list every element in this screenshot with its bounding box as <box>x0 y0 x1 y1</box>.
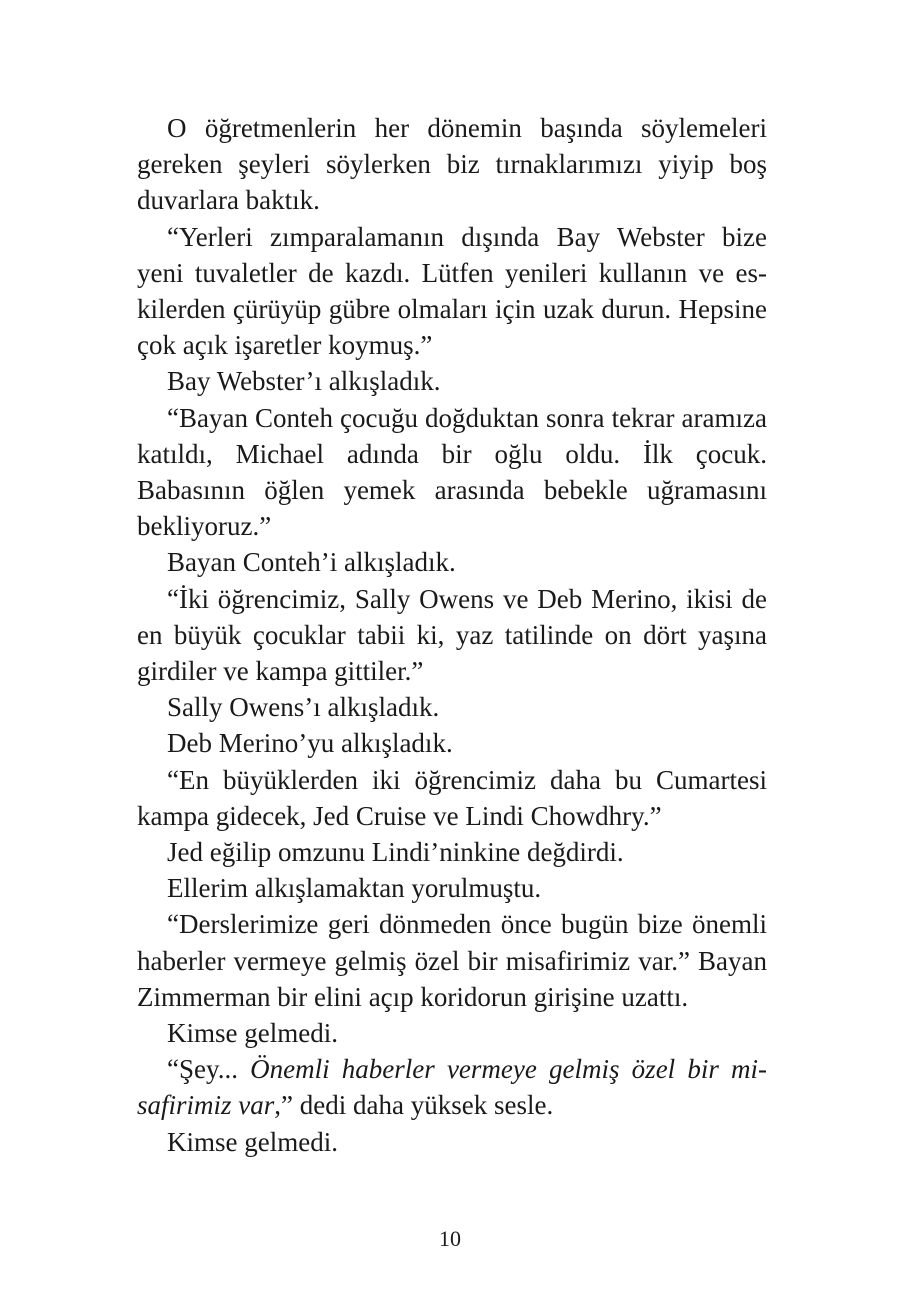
paragraph-14-open: “Şey... <box>167 1054 251 1085</box>
paragraph-4: “Bayan Conteh çocuğu doğduktan sonra tekrar aramıza katıldı, Michael adında bir oğlu oldu. İlk çocuk. Babasının öğlen yemek arasında bebekle uğramasını bekliyoruz.” <box>137 402 767 542</box>
paragraph-5: Bayan Conteh’i alkışladık. <box>167 547 456 578</box>
page-number: 10 <box>439 1226 461 1251</box>
paragraph-15: Kimse gelmedi. <box>167 1126 338 1157</box>
paragraph-14 <box>137 1051 767 1123</box>
paragraph-11: Ellerim alkışlamaktan yorulmuştu. <box>167 873 542 904</box>
paragraph-3: Bay Webster’ı alkışladık. <box>167 366 441 397</box>
paragraph-14-italic: Önemli haberler vermeye gelmiş özel bir misafirimiz var <box>137 1054 768 1121</box>
paragraph-8: Deb Merino’yu alkışladık. <box>167 728 453 759</box>
paragraph-1: O öğretmenlerin her dönemin başında söylemeleri gereken şeyleri söylerken biz tırnaklarımızı yiyip boş duvarlara baktık. <box>137 113 767 216</box>
paragraph-12: “Derslerimize geri dönmeden önce bugün bize önemli haberler vermeye gelmiş özel bir misafirimiz var.” Bayan Zimmerman bir elini açıp koridorun girişine uzattı. <box>137 909 767 1012</box>
body-text <box>137 110 767 1160</box>
paragraph-7: Sally Owens’ı alkışladık. <box>167 692 440 723</box>
paragraph-2: “Yerleri zımparalamanın dışında Bay Webster bize yeni tuvaletler de kazdı. Lütfen yenileri kullanın ve eskilerden çürüyüp gübre olmaları için uzak durun. Hepsine çok açık işaretler koymuş.” <box>137 221 767 361</box>
paragraph-14-close: ,” dedi daha yüksek sesle. <box>274 1090 554 1121</box>
paragraph-9: “En büyüklerden iki öğrencimiz daha bu Cumartesi kampa gidecek, Jed Cruise ve Lindi Chowdhry.” <box>137 764 767 831</box>
paragraph-10: Jed eğilip omzunu Lindi’ninkine değdirdi. <box>167 837 624 868</box>
paragraph-13: Kimse gelmedi. <box>167 1018 338 1049</box>
paragraph-6: “İki öğrencimiz, Sally Owens ve Deb Merino, ikisi de en büyük çocuklar tabii ki, yaz tatilinde on dört yaşına girdiler ve kampa gittiler.” <box>137 583 767 687</box>
